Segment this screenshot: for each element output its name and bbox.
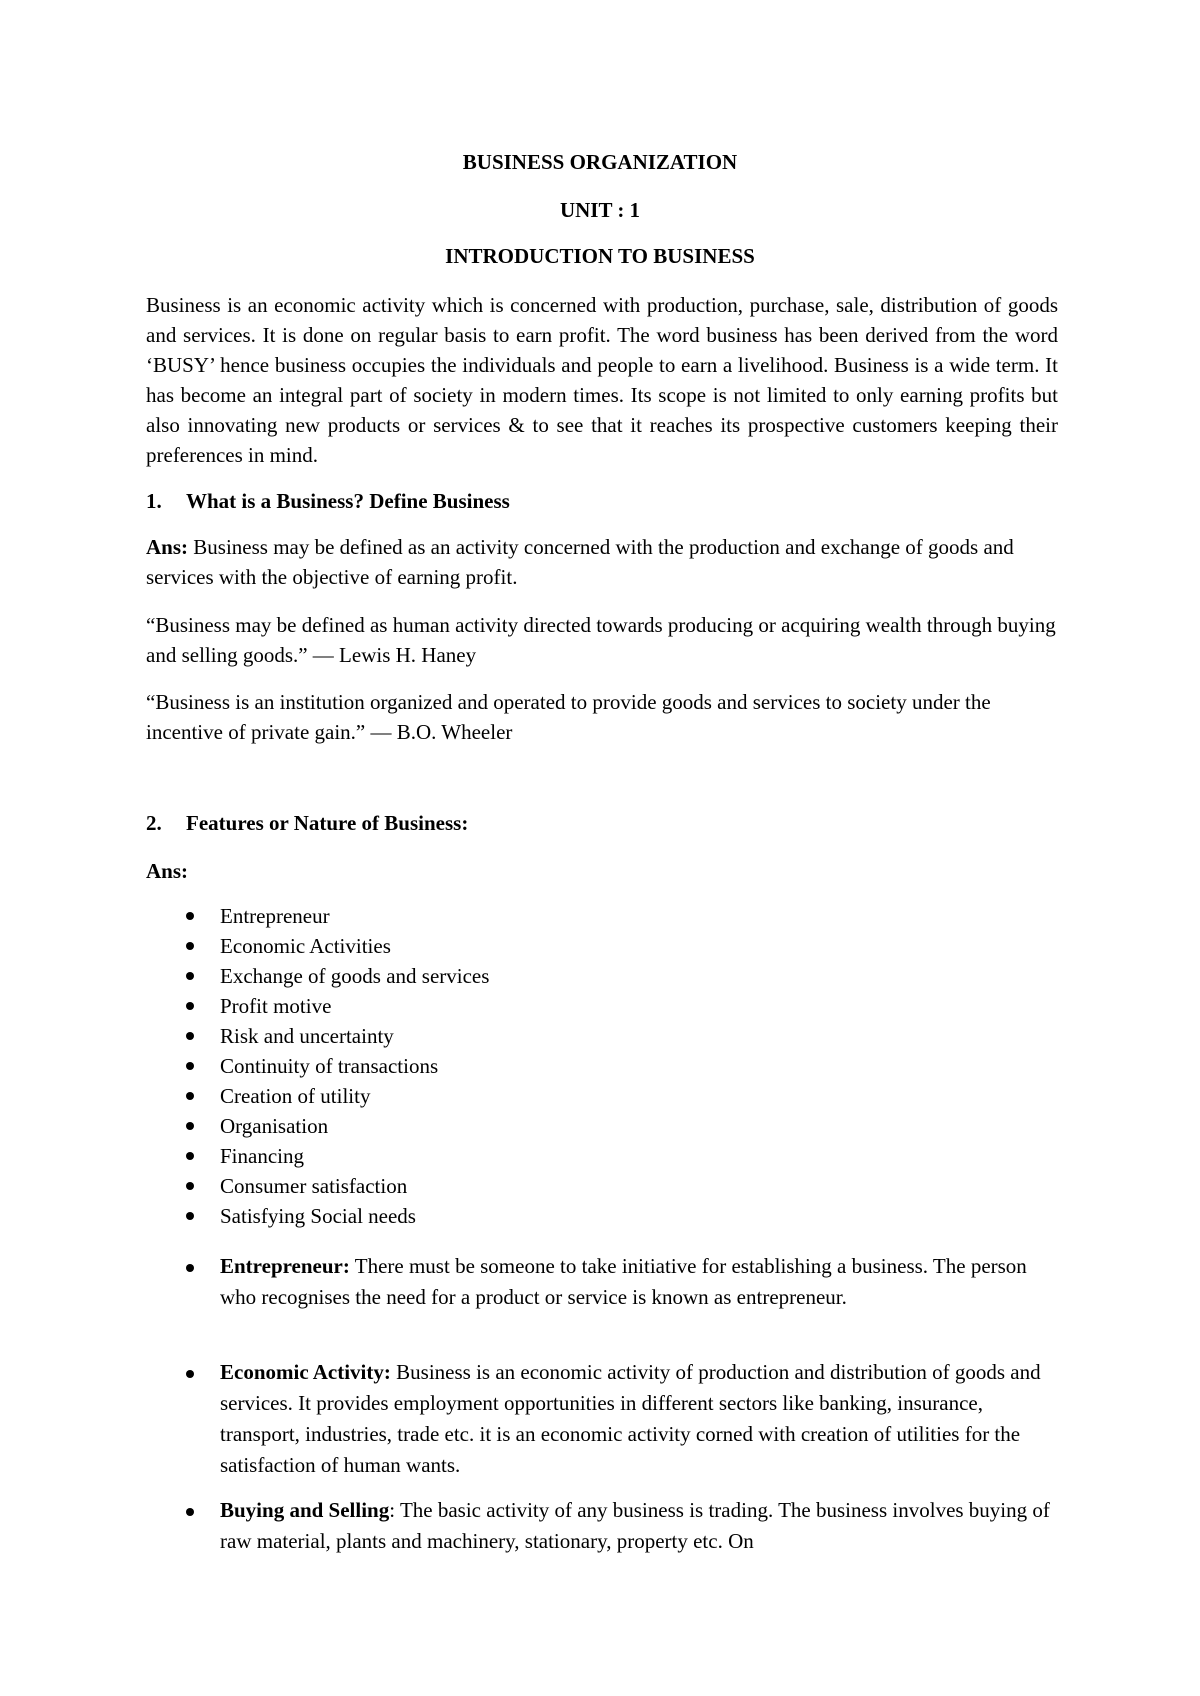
features-list [186,901,489,1231]
feature-label: Organisation [220,1114,329,1138]
answer-2-label: Ans: [146,859,189,883]
detail-text [220,1495,1066,1557]
feature-label: Exchange of goods and services [220,964,490,988]
quote-wheeler: “Business is an institution organized and operated to provide goods and services to society under the incentive of private gain.” — B.O. Wheeler [146,690,991,744]
bullet-icon [186,1370,194,1378]
quote-haney: “Business may be defined as human activity directed towards producing or acquiring wealth through buying and selling goods.” — Lewis H. Haney [146,613,1056,667]
answer-text: Business may be defined as an activity concerned with the production and exchange of goods and services with the objective of earning profit. [146,535,1014,589]
bullet-icon [186,1508,194,1516]
feature-item [186,931,489,961]
detail-description: : The basic activity of any business is trading. The business involves buying of raw material, plants and machinery, stationary, property etc. On [220,1498,1050,1553]
bullet-icon [186,972,194,980]
detail-text [220,1357,1066,1481]
feature-item [186,1081,489,1111]
bullet-icon [186,942,194,950]
feature-item [186,1201,489,1231]
answer-label: Ans: [146,535,189,559]
question-1-text: What is a Business? Define Business [186,489,510,513]
section-heading: INTRODUCTION TO BUSINESS [445,244,755,268]
detail-term: Entrepreneur: [220,1254,350,1278]
unit-heading: UNIT : 1 [559,198,641,222]
detail-term: Economic Activity: [220,1360,391,1384]
feature-item [186,961,489,991]
feature-label: Consumer satisfaction [220,1174,408,1198]
feature-label: Risk and uncertainty [220,1024,394,1048]
bullet-icon [186,1032,194,1040]
detail-term: Buying and Selling [220,1498,390,1522]
feature-label: Continuity of transactions [220,1054,439,1078]
question-2-heading [146,809,468,837]
bullet-icon [186,1092,194,1100]
question-1-heading [146,487,510,515]
question-2-number: 2. [146,811,162,835]
detail-economic-activity [186,1357,1066,1481]
feature-item [186,1171,489,1201]
feature-item [186,1051,489,1081]
feature-label: Financing [220,1144,304,1168]
detail-entrepreneur [186,1251,1066,1313]
bullet-icon [186,912,194,920]
bullet-icon [186,1182,194,1190]
feature-label: Profit motive [220,994,332,1018]
bullet-icon [186,1264,194,1272]
intro-paragraph: Business is an economic activity which is concerned with production, purchase, sale, distribution of goods and services. It is done on regular basis to earn profit. The word business has been derived from the word ‘BUSY’ hence business occupies the individuals and people to earn a livelihood. Business is a wide term. It has become an integral part of society in modern times. Its scope is not limited to only earning profits but also innovating new products or services & to see that it reaches its prospective customers keeping their preferences in mind. [146,293,1058,467]
question-2-text: Features or Nature of Business: [186,811,469,835]
document-title: BUSINESS ORGANIZATION [462,150,738,174]
bullet-icon [186,1062,194,1070]
feature-label: Entrepreneur [220,904,330,928]
detail-text [220,1251,1066,1313]
detail-description: There must be someone to take initiative for establishing a business. The person who recognises the need for a product or service is known as entrepreneur. [220,1254,1027,1309]
feature-label: Creation of utility [220,1084,371,1108]
bullet-icon [186,1152,194,1160]
feature-item [186,901,489,931]
feature-item [186,1111,489,1141]
detail-description: Business is an economic activity of production and distribution of goods and services. It provides employment opportunities in different sectors like banking, insurance, transport, industries, trade etc. it is an economic activity corned with creation of utilities for the satisfaction of human wants. [220,1360,1041,1477]
feature-label: Satisfying Social needs [220,1204,416,1228]
detail-buying-selling [186,1495,1066,1557]
bullet-icon [186,1212,194,1220]
question-1-answer [146,532,1058,592]
bullet-icon [186,1122,194,1130]
feature-item [186,1141,489,1171]
bullet-icon [186,1002,194,1010]
question-1-number: 1. [146,489,162,513]
feature-item [186,1021,489,1051]
feature-label: Economic Activities [220,934,391,958]
feature-item [186,991,489,1021]
